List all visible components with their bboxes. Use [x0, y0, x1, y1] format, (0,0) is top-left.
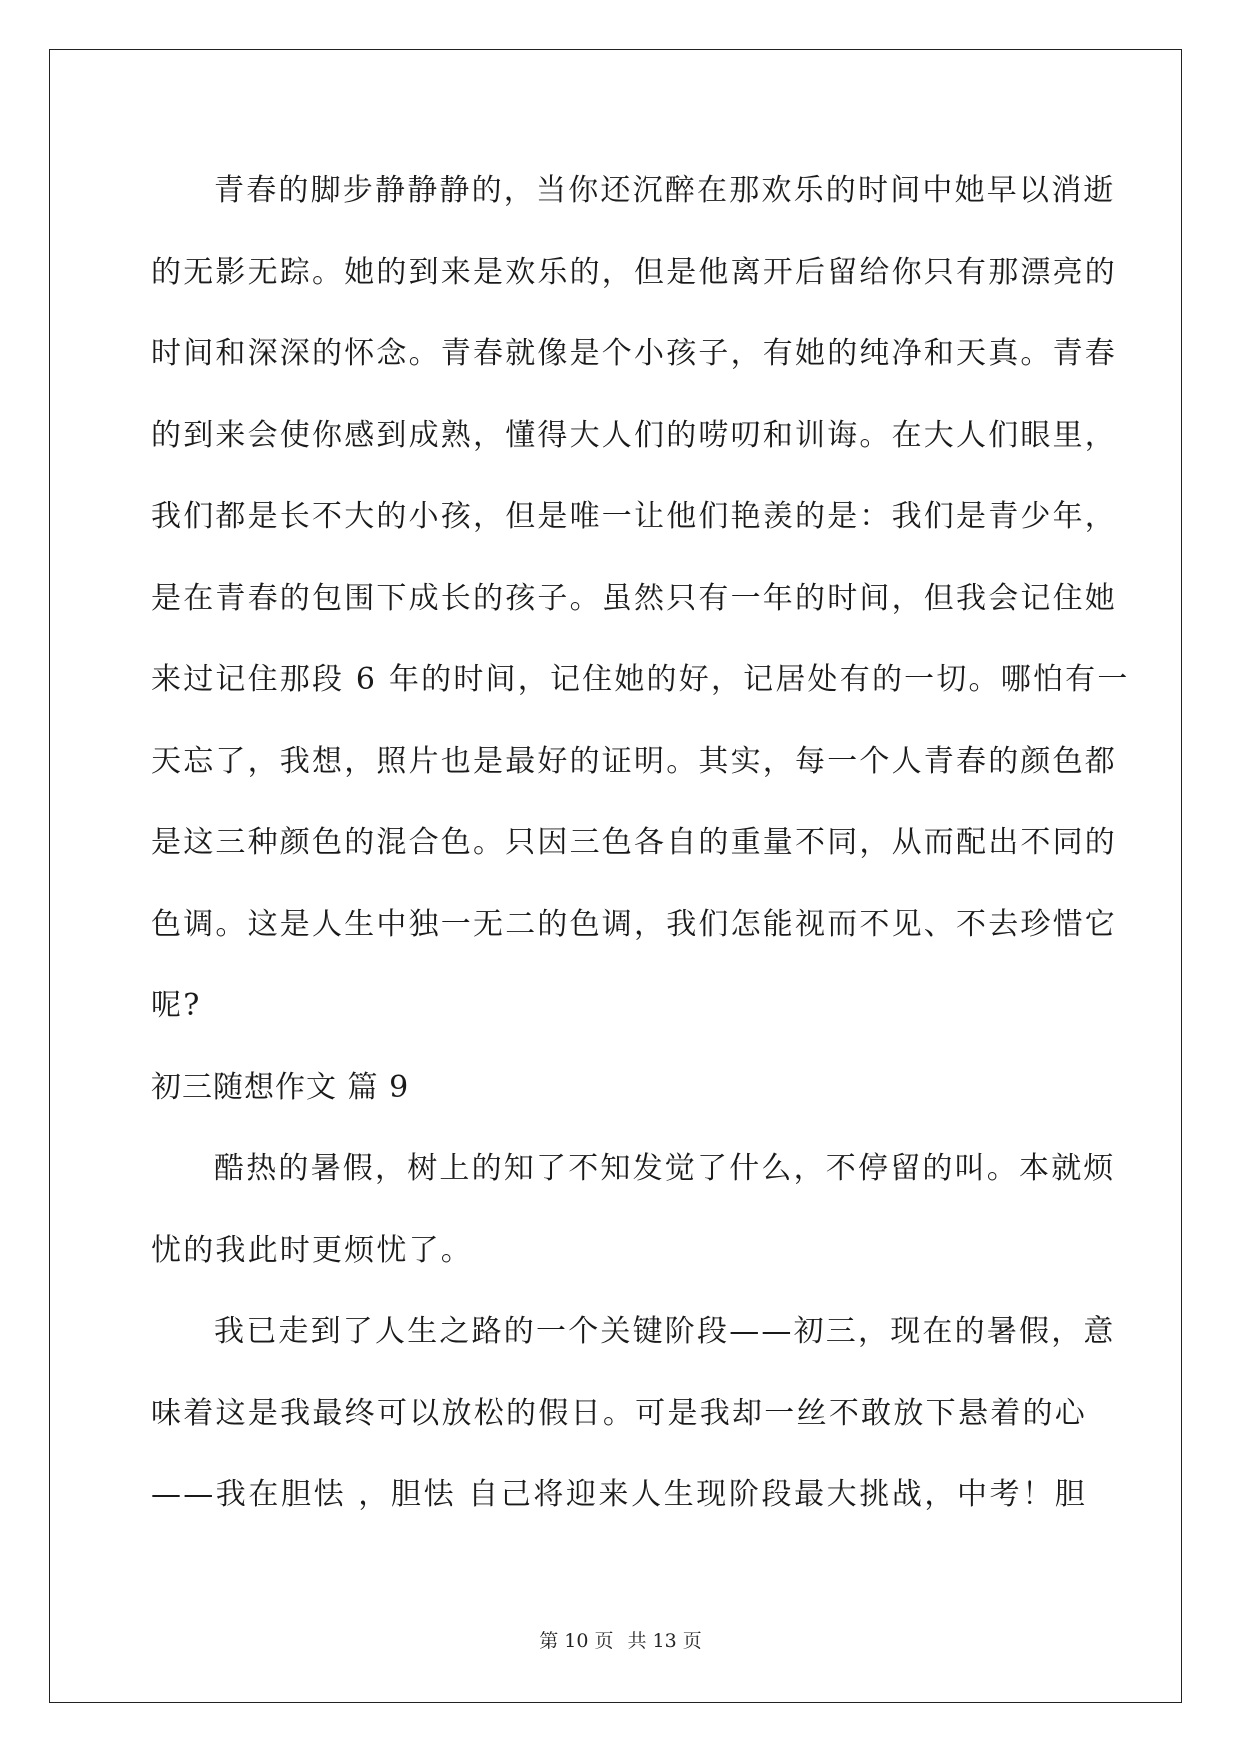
text-line: 是这三种颜色的混合色。只因三色各自的重量不同，从而配出不同的 [151, 825, 1117, 860]
text-line: 的无影无踪。她的到来是欢乐的，但是他离开后留给你只有那漂亮的 [151, 254, 1117, 290]
text-line: 来过记住那段 6 年的时间，记住她的好，记居处有的一切。哪怕有一 [151, 662, 1130, 697]
text-line: 时间和深深的怀念。青春就像是个小孩子，有她的纯净和天真。青春 [151, 336, 1117, 371]
text-line: 青春的脚步静静静的，当你还沉醉在那欢乐的时间中她早以消逝 [214, 173, 1116, 208]
text-line: 是在青春的包围下成长的孩子。虽然只有一年的时间，但我会记住她 [151, 580, 1117, 616]
text-line: 天忘了，我想，照片也是最好的证明。其实，每一个人青春的颜色都 [151, 743, 1117, 779]
text-line: 我们都是长不大的小孩，但是唯一让他们艳羡的是：我们是青少年， [151, 499, 1117, 534]
page-total: 共 13 页 [627, 1630, 702, 1652]
text-line: 我已走到了人生之路的一个关键阶段——初三，现在的暑假，意 [214, 1314, 1116, 1349]
page-footer [0, 1626, 1241, 1653]
text-line: 呢? [151, 988, 202, 1023]
document-body [151, 163, 1130, 1549]
text-line: 酷热的暑假，树上的知了不知发觉了什么，不停留的叫。本就烦 [214, 1151, 1116, 1186]
text-line: 味着这是我最终可以放松的假日。可是我却一丝不敢放下悬着的心 [151, 1395, 1087, 1431]
text-line: 忧的我此时更烦忧了。 [151, 1232, 473, 1268]
page-number: 第 10 页 [539, 1630, 614, 1652]
text-line: ——我在胆怯 ，胆怯 自己将迎来人生现阶段最大挑战，中考！胆 [151, 1477, 1087, 1512]
text-line: 色调。这是人生中独一无二的色调，我们怎能视而不见、不去珍惜它 [151, 906, 1117, 942]
text-line: 的到来会使你感到成熟，懂得大人们的唠叨和训诲。在大人们眼里， [151, 417, 1117, 453]
section-heading: 初三随想作文 篇 9 [151, 1069, 410, 1105]
